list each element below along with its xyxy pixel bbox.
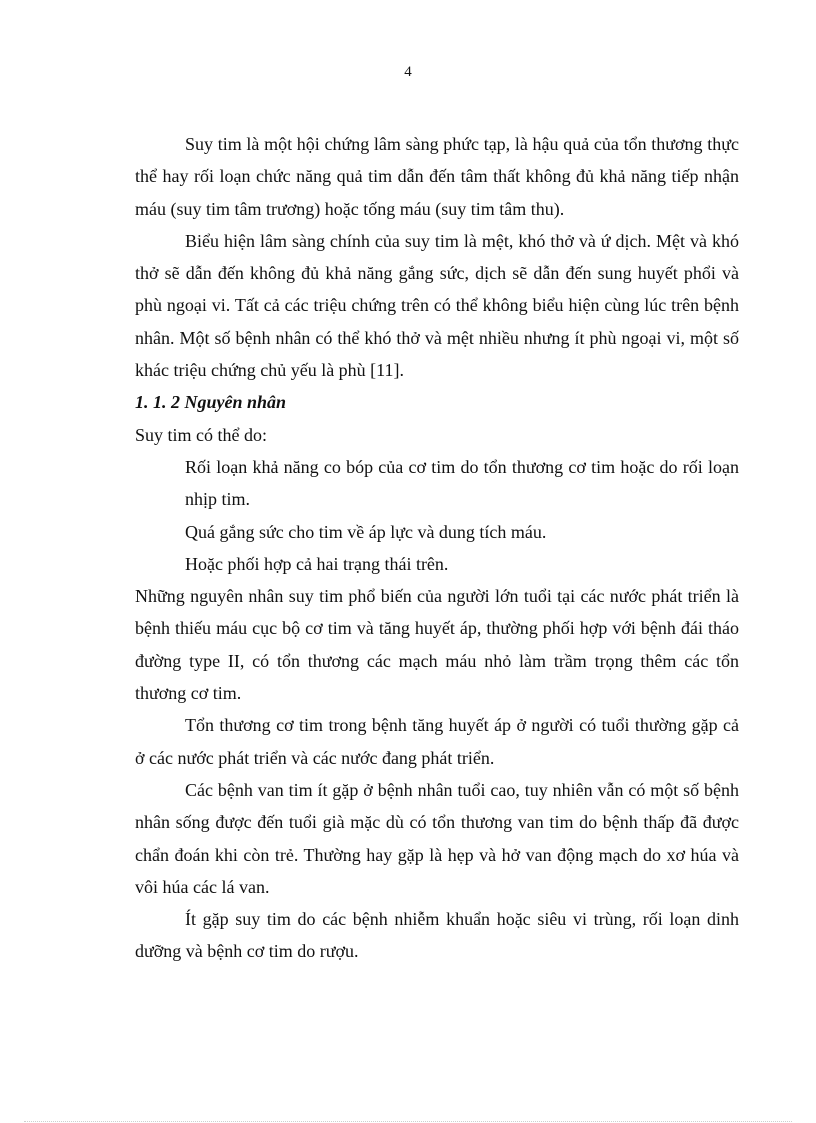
paragraph-rare-causes: Ít gặp suy tim do các bệnh nhiễm khuẩn hoặc siêu vi trùng, rối loạn dinh dưỡng và bệnh cơ tim do rượu. xyxy=(135,909,739,962)
cause-item: Hoặc phối hợp cả hai trạng thái trên. xyxy=(185,553,449,574)
paragraph-definition: Suy tim là một hội chứng lâm sàng phức tạp, là hậu quả của tổn thương thực thể hay rối loạn chức năng quả tim dẫn đến tâm thất không đủ khả năng tiếp nhận máu (suy tim tâm trương) hoặc tống máu (suy tim tâm thu). xyxy=(135,134,739,219)
page-bottom-divider xyxy=(24,1121,792,1122)
paragraph-hypertension: Tổn thương cơ tim trong bệnh tăng huyết áp ở người có tuổi thường gặp cả ở các nước phát triển và các nước đang phát triển. xyxy=(135,715,739,768)
paragraph-common-causes: Những nguyên nhân suy tim phổ biến của người lớn tuổi tại các nước phát triển là bệnh thiếu máu cục bộ cơ tim và tăng huyết áp, thường phối hợp với bệnh đái tháo đường type II, có tổn thương các mạch máu nhỏ làm trầm trọng thêm các tổn thương cơ tim. xyxy=(135,586,739,704)
paragraph-symptoms: Biểu hiện lâm sàng chính của suy tim là mệt, khó thở và ứ dịch. Mệt và khó thở sẽ dẫn đến không đủ khả năng gắng sức, dịch sẽ dẫn đến sung huyết phổi và phù ngoại vi. Tất cả các triệu chứng trên có thể không biểu hiện cùng lúc trên bệnh nhân. Một số bệnh nhân có thể khó thở và mệt nhiều nhưng ít phù ngoại vi, một số khác triệu chứng chủ yếu là phù [11]. xyxy=(135,230,739,381)
document-body xyxy=(135,128,739,968)
page-number: 4 xyxy=(404,64,412,80)
causes-intro: Suy tim có thể do: xyxy=(135,424,267,445)
section-heading: 1. 1. 2 Nguyên nhân xyxy=(135,392,287,413)
cause-item: Rối loạn khả năng co bóp của cơ tim do tổn thương cơ tim hoặc do rối loạn nhịp tim. xyxy=(185,456,739,510)
cause-item: Quá gắng sức cho tim về áp lực và dung tích máu. xyxy=(185,521,547,542)
paragraph-valve-disease: Các bệnh van tim ít gặp ở bệnh nhân tuổi cao, tuy nhiên vẫn có một số bệnh nhân sống được đến tuổi già mặc dù có tổn thương van tim do bệnh thấp đã được chẩn đoán khi còn trẻ. Thường hay gặp là hẹp và hở van động mạch do xơ húa và vôi húa các lá van. xyxy=(135,779,739,897)
